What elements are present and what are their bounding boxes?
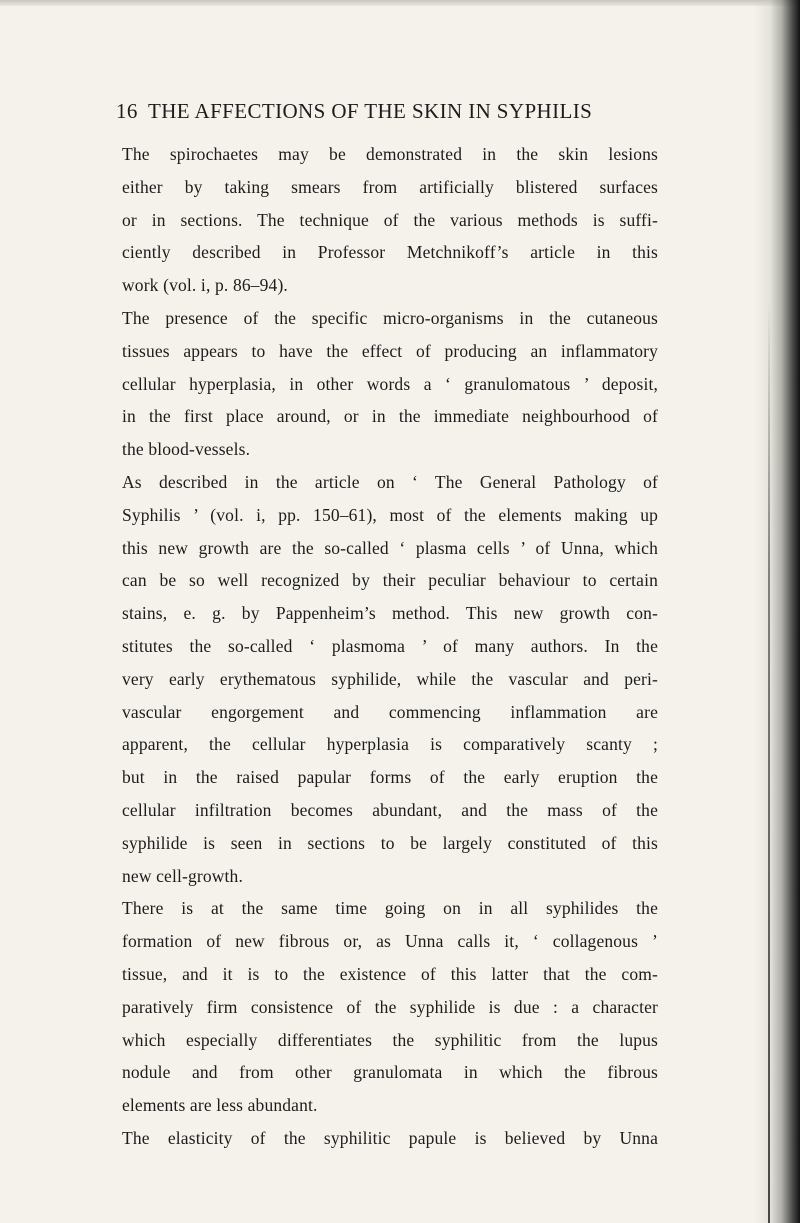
- book-page: [116, 96, 656, 1155]
- text-line: this new growth are the so-called ‘ plasma cells ’ of Unna, which: [122, 537, 658, 558]
- text-line: either by taking smears from artificially blistered surfaces: [122, 176, 658, 197]
- body-text: [122, 138, 658, 1155]
- text-line: Syphilis ’ (vol. i, pp. 150–61), most of the elements making up: [122, 504, 658, 525]
- text-line: very early erythematous syphilide, while the vascular and peri-: [122, 668, 658, 689]
- text-line: new cell-growth.: [122, 865, 243, 886]
- running-title: THE AFFECTIONS OF THE SKIN IN SYPHILIS: [148, 99, 593, 123]
- text-line: The spirochaetes may be demonstrated in the skin lesions: [122, 144, 658, 164]
- text-line: syphilide is seen in sections to be largely constituted of this: [122, 832, 658, 853]
- text-line: tissue, and it is to the existence of this latter that the com-: [122, 963, 658, 984]
- text-line: There is at the same time going on in all syphilides the: [122, 898, 658, 919]
- text-line: cellular hyperplasia, in other words a ‘ granulomatous ’ deposit,: [122, 373, 658, 394]
- text-line: paratively firm consistence of the syphilide is due : a character: [122, 996, 658, 1017]
- text-line: work (vol. i, p. 86–94).: [122, 275, 288, 296]
- running-header: [116, 96, 656, 126]
- paragraph-4: [122, 892, 658, 1122]
- text-line: tissues appears to have the effect of producing an inflammatory: [122, 340, 658, 361]
- text-line: stitutes the so-called ‘ plasmoma ’ of many authors. In the: [122, 635, 658, 656]
- text-line: The presence of the specific micro-organisms in the cutaneous: [122, 307, 658, 328]
- text-line: vascular engorgement and commencing inflammation are: [122, 701, 658, 722]
- text-line: The elasticity of the syphilitic papule is believed by Unna: [122, 1127, 658, 1148]
- page-binding-shadow: [754, 0, 800, 1223]
- page-number: 16: [116, 99, 138, 123]
- text-line: but in the raised papular forms of the early eruption the: [122, 767, 658, 788]
- text-line: elements are less abundant.: [122, 1095, 318, 1116]
- text-line: cellular infiltration becomes abundant, and the mass of the: [122, 799, 658, 820]
- text-line: apparent, the cellular hyperplasia is comparatively scanty ;: [122, 734, 658, 755]
- text-line: ciently described in Professor Metchnikoff’s article in this: [122, 242, 658, 263]
- text-line: or in sections. The technique of the various methods is suffi-: [122, 209, 658, 230]
- paragraph-1: [122, 138, 658, 302]
- page-binding-line: [768, 300, 770, 1223]
- paragraph-2: [122, 302, 658, 466]
- text-line: in the first place around, or in the immediate neighbourhood of: [122, 406, 658, 427]
- page-top-edge: [0, 0, 800, 6]
- text-line: formation of new fibrous or, as Unna calls it, ‘ collagenous ’: [122, 931, 658, 952]
- paragraph-5: [122, 1122, 658, 1155]
- text-line: stains, e. g. by Pappenheim’s method. This new growth con-: [122, 603, 658, 624]
- text-line: which especially differentiates the syphilitic from the lupus: [122, 1029, 658, 1050]
- text-line: As described in the article on ‘ The General Pathology of: [122, 471, 658, 492]
- text-line: the blood-vessels.: [122, 439, 251, 460]
- text-line: nodule and from other granulomata in which the fibrous: [122, 1062, 658, 1083]
- text-line: can be so well recognized by their peculiar behaviour to certain: [122, 570, 658, 591]
- paragraph-3: [122, 466, 658, 892]
